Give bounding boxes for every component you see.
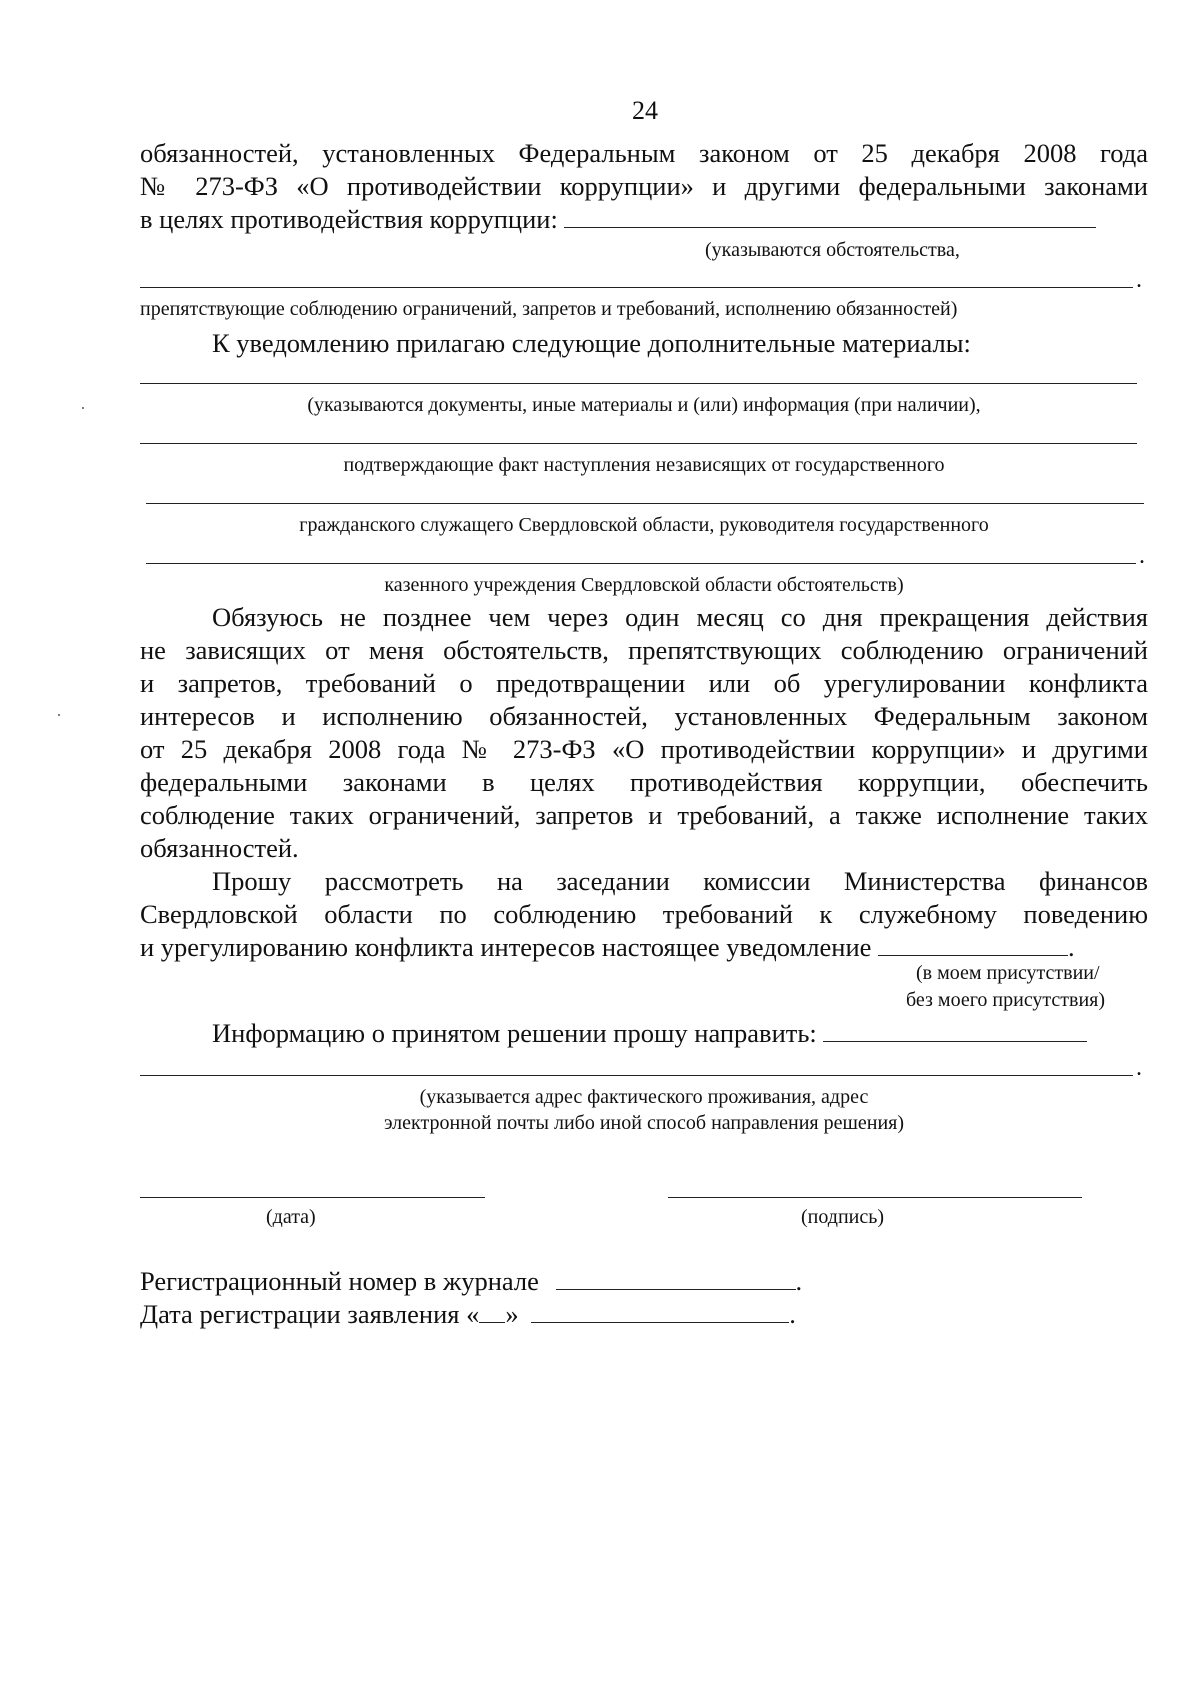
registration-date-field[interactable] [531,1298,789,1323]
blank-line[interactable] [146,563,1136,564]
text-line-end: Информацию о принятом решении прошу направить: [212,1018,817,1048]
signature-field[interactable] [668,1197,1082,1198]
registration-number-label: Регистрационный номер в журнале [140,1266,539,1296]
text-line: Прошу рассмотреть на заседании комиссии Министерства финансов [212,866,1148,896]
hint-circumstances-2: препятствующие соблюдению ограничений, запретов и требований, исполнению обязанностей) [140,298,958,320]
text-line: Обязуюсь не позднее чем через один месяц со дня прекращения действия [212,602,1148,632]
blank-field-circumstances[interactable] [564,203,1096,228]
paragraph-request [140,865,1148,964]
info-intro [140,1017,1148,1050]
blank-field-address[interactable] [823,1017,1087,1042]
label-date: (дата) [266,1206,316,1228]
text-line: Свердловской области по соблюдению требований к служебному поведению [140,899,1148,929]
text-line: и запретов, требований о предотвращении или об урегулировании конфликта [140,668,1148,698]
blank-line[interactable] [146,503,1144,504]
registration-date-label: Дата регистрации заявления « [140,1299,480,1329]
hint-docs-1: (указываются документы, иные материалы и (или) информация (при наличии), [307,394,981,416]
period: . [789,1299,796,1329]
text-line: не зависящих от меня обстоятельств, препятствующих соблюдению ограничений [140,635,1148,665]
registration-number-line [140,1265,1148,1298]
paragraph-obligations [140,137,1148,236]
blank-field-presence[interactable] [878,931,1068,956]
text-line: № 273-ФЗ «О противодействии коррупции» и другими федеральными законами [140,171,1148,201]
hint-presence-2: без моего присутствия) [906,989,1106,1011]
text-line [140,203,1148,236]
text-line [140,1017,1148,1050]
registration-number-field[interactable] [556,1265,796,1290]
text-line: К уведомлению прилагаю следующие дополнительные материалы: [212,328,971,358]
period: . [1136,1055,1142,1081]
period: . [795,1266,803,1296]
blank-line[interactable] [140,383,1137,384]
attachments-intro [140,327,1148,360]
hint-presence-1: (в моем присутствии/ [916,962,1100,984]
period: . [1136,267,1142,293]
scan-speck [58,714,60,716]
period: . [1139,543,1145,569]
page-number: 24 [632,96,658,125]
registration-block [140,1265,1148,1331]
blank-line[interactable] [140,287,1133,288]
text-line: от 25 декабря 2008 года № 273-ФЗ «О противодействии коррупции» и другими [140,734,1148,764]
text-line: обязанностей. [140,833,299,863]
blank-line[interactable] [140,1075,1133,1076]
hint-circumstances-1: (указываются обстоятельства, [705,239,960,261]
blank-line[interactable] [140,443,1137,444]
date-field[interactable] [140,1197,485,1198]
paragraph-commitment [140,601,1148,865]
text-line: федеральными законами в целях противодействия коррупции, обеспечить [140,767,1148,797]
text-line-end: в целях противодействия коррупции: [140,204,558,234]
text-line: обязанностей, установленных Федеральным законом от 25 декабря 2008 года [140,138,1148,168]
label-signature: (подпись) [801,1206,885,1228]
period: . [1068,932,1075,962]
text-line: соблюдение таких ограничений, запретов и требований, а также исполнение таких [140,800,1148,830]
registration-date-line [140,1298,1148,1331]
text-line: интересов и исполнению обязанностей, установленных Федеральным законом [140,701,1148,731]
scan-speck [82,407,84,409]
text-line [140,931,1148,964]
quote-close: » [505,1299,519,1329]
text-line-end: и урегулированию конфликта интересов настоящее уведомление [140,932,872,962]
hint-docs-4: казенного учреждения Свердловской области обстоятельств) [384,574,904,596]
hint-docs-2: подтверждающие факт наступления независящих от государственного [343,454,945,476]
hint-address-1: (указывается адрес фактического проживания, адрес [419,1086,869,1108]
hint-address-2: электронной почты либо иной способ направления решения) [383,1112,905,1134]
registration-day-field[interactable] [479,1298,505,1323]
hint-docs-3: гражданского служащего Свердловской области, руководителя государственного [299,514,989,536]
